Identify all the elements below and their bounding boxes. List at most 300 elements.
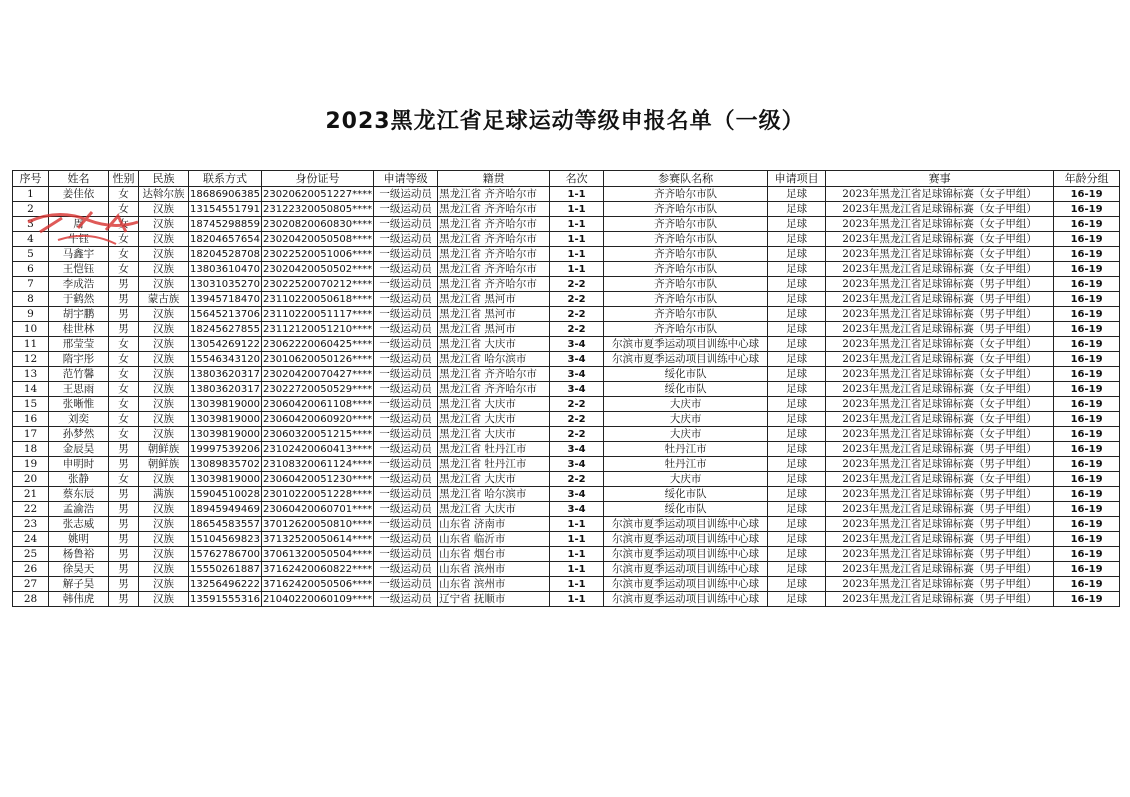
cell-gender: 女 [109,217,139,232]
cell-id-number: 21040220060109**** [263,593,373,605]
cell-origin: 黑龙江省 哈尔滨市 [438,352,550,367]
cell-phone: 18654583557 [190,518,260,530]
cell-level: 一级运动员 [374,397,438,412]
cell-competition: 2023年黑龙江省足球锦标赛（男子甲组） [826,292,1054,307]
cell-phone: 13591555316 [190,593,260,605]
cell-age-group: 16-19 [1054,502,1120,517]
cell-competition: 2023年黑龙江省足球锦标赛（男子甲组） [826,442,1054,457]
cell-rank: 1-1 [550,247,604,262]
table-row [13,367,1120,382]
cell-ethnicity: 汉族 [139,397,189,412]
cell-name: 姜佳依 [49,187,109,202]
cell-name: 马鑫宇 [49,247,109,262]
cell-competition: 2023年黑龙江省足球锦标赛（女子甲组） [826,472,1054,487]
cell-age-group: 16-19 [1054,292,1120,307]
cell-ethnicity: 汉族 [139,577,189,592]
cell-id-number: 23112120051210**** [263,323,373,335]
table-row [13,487,1120,502]
cell-phone: 13039819000 [190,428,260,440]
cell-phone: 13945718470 [190,293,260,305]
cell-competition: 2023年黑龙江省足球锦标赛（男子甲组） [826,307,1054,322]
cell-id-number: 37132520050614**** [263,533,373,545]
cell-index: 23 [13,517,49,532]
cell-index: 19 [13,457,49,472]
table-row [13,577,1120,592]
cell-level: 一级运动员 [374,472,438,487]
cell-age-group: 16-19 [1054,472,1120,487]
cell-team: 齐齐哈尔市队 [604,277,768,292]
cell-event: 足球 [768,487,826,502]
cell-level: 一级运动员 [374,292,438,307]
cell-id-number: 23010220051228**** [263,488,373,500]
cell-id-number: 23060420051230**** [263,473,373,485]
cell-competition: 2023年黑龙江省足球锦标赛（女子甲组） [826,202,1054,217]
cell-phone: 18745298859 [190,218,260,230]
cell-ethnicity: 汉族 [139,322,189,337]
header-competition: 赛事 [826,171,1054,187]
cell-id-number: 23102420060413**** [263,443,373,455]
cell-name: 胡宇鹏 [49,307,109,322]
cell-gender: 男 [109,532,139,547]
cell-age-group: 16-19 [1054,217,1120,232]
cell-ethnicity: 汉族 [139,502,189,517]
cell-id-number: 23020420050502**** [263,263,373,275]
cell-index: 12 [13,352,49,367]
cell-level: 一级运动员 [374,337,438,352]
cell-ethnicity: 满族 [139,487,189,502]
cell-event: 足球 [768,367,826,382]
cell-team: 大庆市 [604,427,768,442]
cell-team: 齐齐哈尔市队 [604,292,768,307]
cell-name: 蔡东辰 [49,487,109,502]
cell-name: 王恺钰 [49,262,109,277]
cell-age-group: 16-19 [1054,202,1120,217]
cell-competition: 2023年黑龙江省足球锦标赛（男子甲组） [826,487,1054,502]
cell-origin: 山东省 临沂市 [438,532,550,547]
cell-index: 28 [13,592,49,607]
cell-competition: 2023年黑龙江省足球锦标赛（男子甲组） [826,457,1054,472]
cell-origin: 黑龙江省 齐齐哈尔市 [438,367,550,382]
cell-phone: 15762786700 [190,548,260,560]
cell-event: 足球 [768,217,826,232]
cell-id-number: 23020420050508**** [263,233,373,245]
table-row [13,547,1120,562]
cell-gender: 男 [109,502,139,517]
cell-name: 姚明 [49,532,109,547]
cell-id-number: 23060420060701**** [263,503,373,515]
cell-phone: 18204528708 [190,248,260,260]
cell-index: 17 [13,427,49,442]
cell-event: 足球 [768,397,826,412]
cell-ethnicity: 朝鲜族 [139,442,189,457]
cell-rank: 1-1 [550,217,604,232]
cell-name: 申明时 [49,457,109,472]
cell-event: 足球 [768,472,826,487]
header-id-number: 身份证号 [262,171,374,187]
cell-level: 一级运动员 [374,232,438,247]
cell-phone: 13803620317 [190,383,260,395]
cell-competition: 2023年黑龙江省足球锦标赛（男子甲组） [826,277,1054,292]
cell-phone: 18945949469 [190,503,260,515]
cell-rank: 2-2 [550,397,604,412]
cell-id-number: 23060420060920**** [263,413,373,425]
cell-gender: 女 [109,202,139,217]
cell-rank: 2-2 [550,427,604,442]
cell-age-group: 16-19 [1054,262,1120,277]
cell-rank: 2-2 [550,412,604,427]
cell-event: 足球 [768,232,826,247]
cell-ethnicity: 汉族 [139,262,189,277]
cell-level: 一级运动员 [374,367,438,382]
table-header-row [13,171,1120,187]
cell-index: 6 [13,262,49,277]
cell-id-number: 23022520051006**** [263,248,373,260]
cell-event: 足球 [768,547,826,562]
table-row [13,187,1120,202]
cell-team: 齐齐哈尔市队 [604,187,768,202]
table-row [13,217,1120,232]
cell-level: 一级运动员 [374,427,438,442]
cell-level: 一级运动员 [374,592,438,607]
cell-phone: 13039819000 [190,398,260,410]
cell-team: 绥化市队 [604,502,768,517]
cell-rank: 1-1 [550,262,604,277]
cell-id-number: 23020420070427**** [263,368,373,380]
cell-rank: 1-1 [550,532,604,547]
cell-age-group: 16-19 [1054,232,1120,247]
cell-competition: 2023年黑龙江省足球锦标赛（女子甲组） [826,232,1054,247]
cell-origin: 黑龙江省 大庆市 [438,502,550,517]
cell-gender: 男 [109,322,139,337]
cell-age-group: 16-19 [1054,562,1120,577]
cell-name: 李成浩 [49,277,109,292]
cell-rank: 1-1 [550,187,604,202]
cell-team: 尔滨市夏季运动项目训练中心球 [604,517,768,532]
cell-event: 足球 [768,562,826,577]
cell-index: 5 [13,247,49,262]
cell-gender: 女 [109,382,139,397]
cell-age-group: 16-19 [1054,457,1120,472]
cell-gender: 女 [109,397,139,412]
cell-ethnicity: 汉族 [139,202,189,217]
cell-id-number: 23010620050126**** [263,353,373,365]
cell-level: 一级运动员 [374,247,438,262]
cell-ethnicity: 汉族 [139,277,189,292]
cell-origin: 黑龙江省 黑河市 [438,307,550,322]
cell-event: 足球 [768,382,826,397]
cell-index: 24 [13,532,49,547]
cell-index: 26 [13,562,49,577]
table-body [13,187,1120,607]
cell-index: 7 [13,277,49,292]
cell-gender: 男 [109,307,139,322]
cell-index: 9 [13,307,49,322]
cell-age-group: 16-19 [1054,247,1120,262]
header-event: 申请项目 [768,171,826,187]
cell-level: 一级运动员 [374,217,438,232]
cell-ethnicity: 汉族 [139,412,189,427]
cell-age-group: 16-19 [1054,442,1120,457]
cell-rank: 1-1 [550,577,604,592]
cell-ethnicity: 朝鲜族 [139,457,189,472]
cell-index: 15 [13,397,49,412]
cell-name: 桂世林 [49,322,109,337]
table-row [13,352,1120,367]
cell-competition: 2023年黑龙江省足球锦标赛（女子甲组） [826,217,1054,232]
cell-age-group: 16-19 [1054,412,1120,427]
cell-name: 于鹤然 [49,292,109,307]
table-row [13,532,1120,547]
table-row [13,247,1120,262]
cell-gender: 男 [109,277,139,292]
cell-team: 牡丹江市 [604,442,768,457]
table-row [13,262,1120,277]
cell-rank: 2-2 [550,472,604,487]
header-gender: 性别 [109,171,139,187]
table-row [13,397,1120,412]
table-row [13,457,1120,472]
table-row [13,307,1120,322]
cell-age-group: 16-19 [1054,382,1120,397]
table-row [13,502,1120,517]
cell-origin: 山东省 滨州市 [438,562,550,577]
cell-origin: 黑龙江省 大庆市 [438,412,550,427]
roster-table [12,170,1120,607]
cell-phone: 13054269122 [190,338,260,350]
cell-event: 足球 [768,322,826,337]
cell-event: 足球 [768,442,826,457]
cell-id-number: 23022520070212**** [263,278,373,290]
cell-level: 一级运动员 [374,532,438,547]
cell-ethnicity: 汉族 [139,592,189,607]
cell-id-number: 23020620051227**** [263,188,373,200]
cell-gender: 男 [109,487,139,502]
cell-index: 4 [13,232,49,247]
cell-age-group: 16-19 [1054,517,1120,532]
cell-origin: 黑龙江省 齐齐哈尔市 [438,217,550,232]
cell-name: 孙梦然 [49,427,109,442]
cell-age-group: 16-19 [1054,277,1120,292]
cell-phone: 13039819000 [190,473,260,485]
cell-competition: 2023年黑龙江省足球锦标赛（女子甲组） [826,262,1054,277]
cell-rank: 1-1 [550,517,604,532]
cell-origin: 黑龙江省 牡丹江市 [438,457,550,472]
cell-event: 足球 [768,292,826,307]
table-row [13,277,1120,292]
cell-level: 一级运动员 [374,442,438,457]
cell-level: 一级运动员 [374,382,438,397]
cell-gender: 女 [109,412,139,427]
cell-index: 10 [13,322,49,337]
header-phone: 联系方式 [189,171,262,187]
cell-origin: 黑龙江省 齐齐哈尔市 [438,187,550,202]
cell-phone: 13039819000 [190,413,260,425]
cell-team: 牡丹江市 [604,457,768,472]
cell-level: 一级运动员 [374,577,438,592]
cell-origin: 黑龙江省 黑河市 [438,322,550,337]
cell-age-group: 16-19 [1054,547,1120,562]
cell-origin: 黑龙江省 大庆市 [438,397,550,412]
cell-rank: 2-2 [550,292,604,307]
cell-id-number: 23110220050618**** [263,293,373,305]
cell-team: 尔滨市夏季运动项目训练中心球 [604,592,768,607]
cell-ethnicity: 汉族 [139,232,189,247]
cell-name: 张静 [49,472,109,487]
cell-competition: 2023年黑龙江省足球锦标赛（男子甲组） [826,322,1054,337]
cell-origin: 黑龙江省 大庆市 [438,427,550,442]
table-row [13,517,1120,532]
cell-gender: 男 [109,562,139,577]
cell-index: 13 [13,367,49,382]
cell-origin: 黑龙江省 齐齐哈尔市 [438,382,550,397]
table-row [13,412,1120,427]
cell-event: 足球 [768,457,826,472]
header-ethnicity: 民族 [139,171,189,187]
cell-origin: 黑龙江省 齐齐哈尔市 [438,202,550,217]
cell-competition: 2023年黑龙江省足球锦标赛（男子甲组） [826,547,1054,562]
cell-name: 解子昊 [49,577,109,592]
cell-name: 孟渝浩 [49,502,109,517]
cell-team: 齐齐哈尔市队 [604,202,768,217]
cell-origin: 黑龙江省 齐齐哈尔市 [438,232,550,247]
cell-event: 足球 [768,577,826,592]
cell-origin: 黑龙江省 黑河市 [438,292,550,307]
cell-level: 一级运动员 [374,412,438,427]
cell-gender: 男 [109,442,139,457]
cell-team: 绥化市队 [604,382,768,397]
cell-team: 尔滨市夏季运动项目训练中心球 [604,562,768,577]
cell-age-group: 16-19 [1054,367,1120,382]
table-row [13,562,1120,577]
cell-id-number: 37061320050504**** [263,548,373,560]
cell-level: 一级运动员 [374,457,438,472]
cell-gender: 男 [109,592,139,607]
cell-phone: 19997539206 [190,443,260,455]
cell-phone: 13089835702 [190,458,260,470]
cell-competition: 2023年黑龙江省足球锦标赛（女子甲组） [826,187,1054,202]
cell-gender: 男 [109,292,139,307]
cell-age-group: 16-19 [1054,577,1120,592]
cell-age-group: 16-19 [1054,307,1120,322]
table-row [13,427,1120,442]
cell-name: 刘奕 [49,412,109,427]
cell-rank: 3-4 [550,367,604,382]
cell-event: 足球 [768,427,826,442]
cell-ethnicity: 汉族 [139,427,189,442]
cell-name: 张志威 [49,517,109,532]
header-age-group: 年龄分组 [1054,171,1120,187]
cell-id-number: 37162420060822**** [263,563,373,575]
cell-index: 8 [13,292,49,307]
cell-origin: 辽宁省 抚顺市 [438,592,550,607]
table-row [13,202,1120,217]
cell-team: 尔滨市夏季运动项目训练中心球 [604,577,768,592]
cell-index: 16 [13,412,49,427]
cell-id-number: 23122320050805**** [263,203,373,215]
cell-team: 齐齐哈尔市队 [604,322,768,337]
cell-gender: 男 [109,517,139,532]
cell-phone: 15550261887 [190,563,260,575]
table-row [13,472,1120,487]
cell-origin: 山东省 滨州市 [438,577,550,592]
cell-name: 徐昊天 [49,562,109,577]
cell-age-group: 16-19 [1054,322,1120,337]
cell-ethnicity: 汉族 [139,382,189,397]
cell-rank: 1-1 [550,562,604,577]
cell-rank: 2-2 [550,307,604,322]
cell-index: 25 [13,547,49,562]
cell-ethnicity: 达斡尔族 [139,187,189,202]
cell-phone: 15645213706 [190,308,260,320]
cell-level: 一级运动员 [374,202,438,217]
cell-team: 尔滨市夏季运动项目训练中心球 [604,547,768,562]
table-row [13,322,1120,337]
cell-index: 27 [13,577,49,592]
cell-level: 一级运动员 [374,277,438,292]
cell-id-number: 23060420061108**** [263,398,373,410]
cell-event: 足球 [768,532,826,547]
cell-age-group: 16-19 [1054,352,1120,367]
cell-level: 一级运动员 [374,562,438,577]
cell-gender: 女 [109,247,139,262]
cell-phone: 13256496222 [190,578,260,590]
cell-phone: 18204657654 [190,233,260,245]
header-level: 申请等级 [374,171,438,187]
cell-id-number: 23110220051117**** [263,308,373,320]
cell-index: 14 [13,382,49,397]
cell-index: 20 [13,472,49,487]
cell-team: 绥化市队 [604,367,768,382]
cell-ethnicity: 汉族 [139,337,189,352]
cell-id-number: 37162420050506**** [263,578,373,590]
cell-origin: 黑龙江省 齐齐哈尔市 [438,277,550,292]
cell-name: 金辰昊 [49,442,109,457]
cell-team: 大庆市 [604,412,768,427]
cell-ethnicity: 汉族 [139,562,189,577]
cell-phone: 13031035270 [190,278,260,290]
cell-event: 足球 [768,412,826,427]
cell-gender: 女 [109,337,139,352]
cell-index: 22 [13,502,49,517]
cell-team: 齐齐哈尔市队 [604,262,768,277]
cell-origin: 黑龙江省 牡丹江市 [438,442,550,457]
cell-age-group: 16-19 [1054,187,1120,202]
cell-index: 21 [13,487,49,502]
cell-rank: 2-2 [550,322,604,337]
cell-age-group: 16-19 [1054,337,1120,352]
cell-id-number: 37012620050810**** [263,518,373,530]
cell-name: 张晰惟 [49,397,109,412]
cell-origin: 黑龙江省 哈尔滨市 [438,487,550,502]
cell-phone: 15104569823 [190,533,260,545]
cell-rank: 3-4 [550,487,604,502]
cell-phone: 13803610470 [190,263,260,275]
cell-event: 足球 [768,517,826,532]
cell-team: 齐齐哈尔市队 [604,307,768,322]
cell-id-number: 23108320061124**** [263,458,373,470]
cell-phone: 13154551791 [190,203,260,215]
cell-name: 韩伟虎 [49,592,109,607]
cell-ethnicity: 汉族 [139,472,189,487]
cell-origin: 黑龙江省 大庆市 [438,472,550,487]
cell-name: 杨鲁裕 [49,547,109,562]
cell-origin: 山东省 济南市 [438,517,550,532]
cell-name: 邢莹莹 [49,337,109,352]
cell-id-number: 23020820060830**** [263,218,373,230]
cell-name: 范竹馨 [49,367,109,382]
cell-origin: 山东省 烟台市 [438,547,550,562]
cell-phone: 13803620317 [190,368,260,380]
